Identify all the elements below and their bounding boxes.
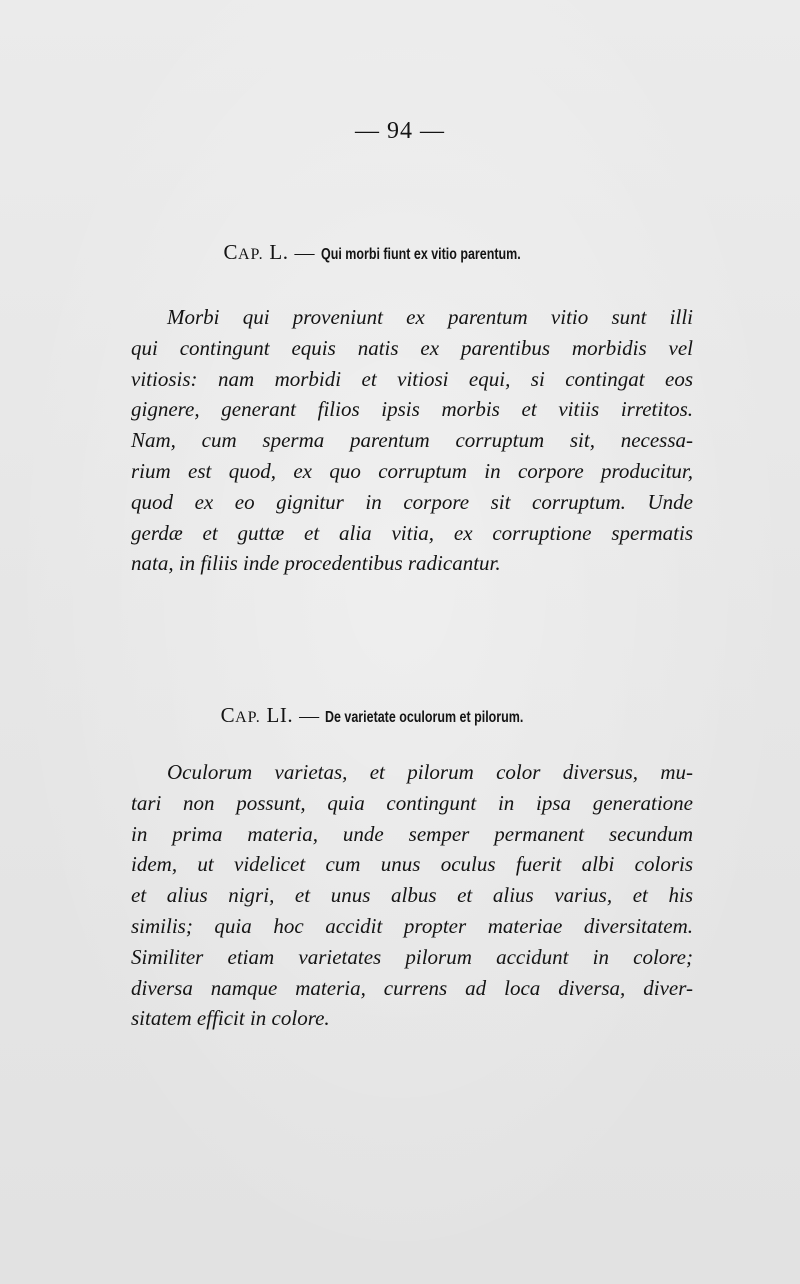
text-line: rium est quod, ex quo corruptum in corpore producitur, [131,458,693,483]
chapter-label: CAP. LI. [220,703,294,727]
heading-separator: — [299,705,320,727]
chapter-title: Qui morbi fiunt ex vitio parentum. [320,246,521,263]
text-line: tari non possunt, quia contingunt in ipsa generatione [131,790,693,815]
chapter-heading-50 [0,240,800,265]
chapter-title: De varietate oculorum et pilorum. [325,709,524,726]
text-line: in prima materia, unde semper permanent secundum [131,821,693,846]
chapter-50-paragraph [131,302,693,579]
text-line: quod ex eo gignitur in corpore sit corruptum. Unde [131,489,693,514]
page-number: — 94 — [355,118,445,144]
text-line: gerdæ et guttæ et alia vitia, ex corruptione spermatis [131,520,693,545]
text-line: Oculorum varietas, et pilorum color diversus, mu- [167,760,693,784]
text-line: Morbi qui proveniunt ex parentum vitio sunt illi [167,305,693,329]
text-line: vitiosis: nam morbidi et vitiosi equi, si contingat eos [131,366,693,391]
text-line: sitatem efficit in colore. [131,1006,330,1031]
text-line: Nam, cum sperma parentum corruptum sit, necessa- [131,428,693,453]
text-line: gignere, generant filios ipsis morbis et vitiis irretitos. [131,397,693,422]
text-line: et alius nigri, et unus albus et alius varius, et his [131,883,693,908]
text-line: diversa namque materia, currens ad loca diversa, diver- [131,975,693,1000]
chapter-heading-51 [0,703,800,728]
heading-separator: — [294,242,315,264]
text-line: idem, ut videlicet cum unus oculus fuerit albi coloris [131,852,693,877]
text-line: Similiter etiam varietates pilorum accidunt in colore; [131,944,693,969]
chapter-label: CAP. L. [223,240,289,264]
text-line: qui contingunt equis natis ex parentibus morbidis vel [131,335,693,360]
text-line: nata, in filiis inde procedentibus radicantur. [131,551,501,576]
chapter-51-paragraph [131,757,693,1034]
text-line: similis; quia hoc accidit propter materiae diversitatem. [131,913,693,938]
